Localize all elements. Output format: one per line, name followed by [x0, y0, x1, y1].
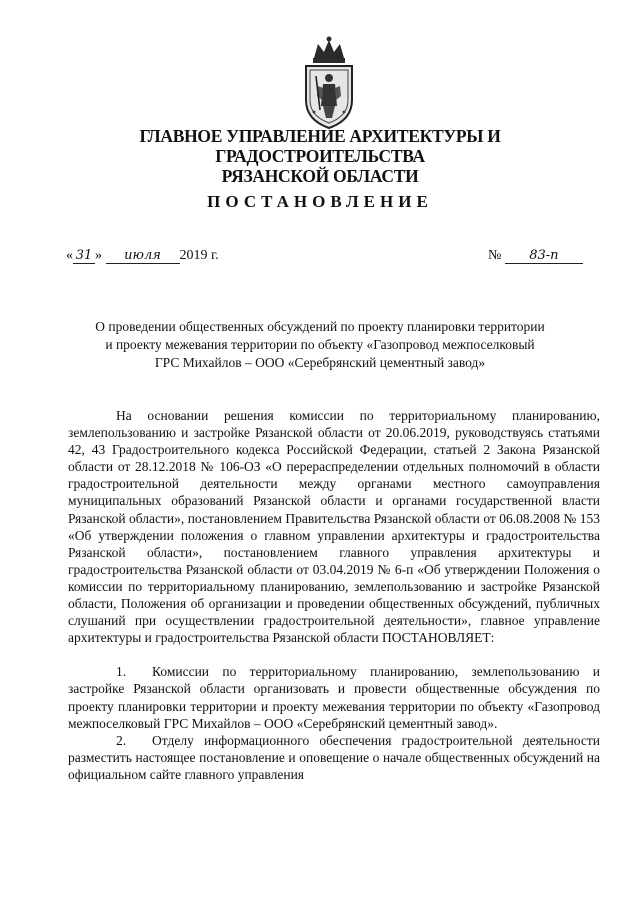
agency-name [40, 126, 600, 186]
document-type: ПОСТАНОВЛЕНИЕ [207, 192, 433, 211]
number-value: 83-п [505, 249, 583, 264]
clause-1-number: 1. [116, 664, 127, 680]
document-body [68, 407, 600, 783]
agency-name-line1: ГЛАВНОЕ УПРАВЛЕНИЕ АРХИТЕКТУРЫ И ГРАДОСТРОИТЕЛЬСТВА [139, 126, 501, 166]
date-year: 2019 г. [179, 248, 219, 263]
agency-name-line2: РЯЗАНСКОЙ ОБЛАСТИ [221, 166, 419, 186]
date-month: июля [106, 249, 180, 264]
document-date: « 31 » июля 2019 г. [66, 248, 219, 263]
preamble-paragraph: На основании решения комиссии по территориальному планированию, землепользованию и застройке Рязанской области от 20.06.2019, руководствуясь статьями 42, 43 Градостроительного кодекса Российской Федерации, статьей 2 Закона Рязанской области от 28.12.2018 № 106-ОЗ «О перераспределении отдельных полномочий в области градостроительной деятельности между органами местного самоуправления муниципальных образований Рязанской области и органами государственной власти Рязанской области», постановлением Правительства Рязанской области от 06.08.2008 № 153 «Об утверждении положения о главном управлении архитектуры и градостроительства Рязанской области», постановлением главного управления архитектуры и градостроительства Рязанской области от 03.04.2019 № 6-п «Об утверждении Положения о комиссии по территориальному планированию, землепользованию и застройке Рязанской области, Положения об организации и проведении общественных обсуждений, публичных слушаний при осуществлении градостроительной деятельности», главное управление архитектуры и градостроительства Рязанской области ПОСТАНОВЛЯЕТ: [68, 408, 600, 646]
clause-2 [68, 732, 600, 783]
date-day: 31 [73, 249, 95, 264]
clause-1-text: Комиссии по территориальному планированию, землепользованию и застройке Рязанской области организовать и провести общественные обсуждения по проекту планировки территории и проекту межевания территории по объекту «Газопровод межпоселковый ГРС Михайлов – ООО «Серебрянский цементный завод». [68, 664, 600, 731]
document-number [488, 248, 583, 264]
number-label: № [488, 248, 502, 263]
clause-2-number: 2. [116, 732, 127, 748]
clause-2-text: Отделу информационного обеспечения градостроительной деятельности разместить настоящее постановление и оповещение о начале общественных обсуждений на официальном сайте главного управления [68, 732, 600, 782]
document-subject [60, 318, 580, 372]
coat-of-arms-icon [296, 34, 362, 132]
clause-1 [68, 663, 600, 731]
subject-line1: О проведении общественных обсуждений по проекту планировки территории [95, 319, 545, 334]
subject-line2: и проекту межевания территории по объекту «Газопровод межпоселковый [105, 337, 535, 352]
subject-line3: ГРС Михайлов – ООО «Серебрянский цементный завод» [154, 355, 486, 370]
